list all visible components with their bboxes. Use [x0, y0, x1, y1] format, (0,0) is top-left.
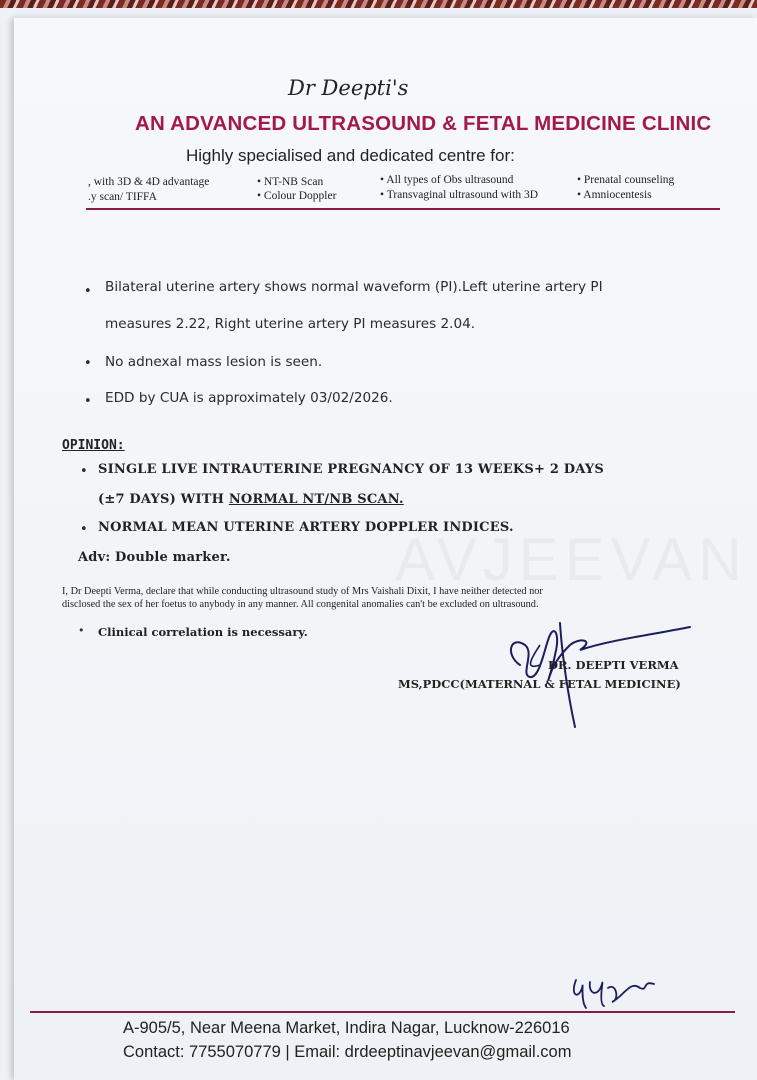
clinical-note: Clinical correlation is necessary. [98, 625, 308, 639]
bullet: • [78, 624, 85, 637]
handwritten-initials [568, 970, 658, 1010]
bullet: • [80, 522, 88, 537]
service-item: , with 3D & 4D advantage [88, 176, 210, 188]
doctor-name: DR. DEEPTI VERMA [548, 658, 679, 672]
bullet: • [84, 394, 92, 409]
service-item: • Prenatal counseling [577, 174, 675, 186]
doctor-qualification: MS,PDCC(MATERNAL & FETAL MEDICINE) [398, 677, 681, 691]
footer-address: A-905/5, Near Meena Market, Indira Nagar, Lucknow-226016 [123, 1019, 570, 1037]
doctor-signature [500, 615, 700, 735]
footer-divider [30, 1011, 735, 1013]
opinion-heading: OPINION: [62, 438, 125, 453]
opinion-underlined: NORMAL NT/NB SCAN. [228, 492, 404, 507]
bullet: • [84, 284, 92, 299]
clinic-title: AN ADVANCED ULTRASOUND & FETAL MEDICINE CLINIC [135, 112, 712, 135]
service-item: • Transvaginal ultrasound with 3D [380, 189, 538, 201]
finding-text: Bilateral uterine artery shows normal waveform (PI).Left uterine artery PI [105, 279, 603, 295]
clinic-name: Dr Deepti's [288, 76, 409, 100]
service-item: • Amniocentesis [577, 189, 652, 201]
advice-text: Adv: Double marker. [78, 550, 231, 565]
finding-text: EDD by CUA is approximately 03/02/2026. [105, 390, 393, 406]
service-item: • Colour Doppler [257, 190, 337, 202]
declaration-line: disclosed the sex of her foetus to anybody in any manner. All congenital anomalies can't be excluded on ultrasound. [62, 599, 539, 610]
watermark: AVJEEVAN [395, 526, 748, 593]
finding-text: measures 2.22, Right uterine artery PI measures 2.04. [105, 316, 476, 332]
bullet: • [80, 464, 88, 479]
clinic-tagline: Highly specialised and dedicated centre for: [186, 146, 515, 165]
service-item: .y scan/ TIFFA [88, 191, 157, 203]
opinion-line [98, 492, 404, 507]
opinion-line-prefix: (±7 DAYS) WITH [98, 492, 229, 507]
opinion-line: SINGLE LIVE INTRAUTERINE PREGNANCY OF 13 WEEKS+ 2 DAYS [98, 462, 604, 477]
declaration-line: I, Dr Deepti Verma, declare that while conducting ultrasound study of Mrs Vaishali Dixit, I have neither detected nor [62, 586, 543, 597]
service-item: • NT-NB Scan [257, 176, 324, 188]
finding-text: No adnexal mass lesion is seen. [105, 354, 323, 370]
footer-contact: Contact: 7755070779 | Email: drdeeptinavjeevan@gmail.com [123, 1043, 572, 1061]
opinion-line: NORMAL MEAN UTERINE ARTERY DOPPLER INDICES. [98, 520, 514, 535]
header-divider [86, 208, 720, 210]
bullet: • [84, 356, 92, 371]
service-item: • All types of Obs ultrasound [380, 174, 514, 186]
